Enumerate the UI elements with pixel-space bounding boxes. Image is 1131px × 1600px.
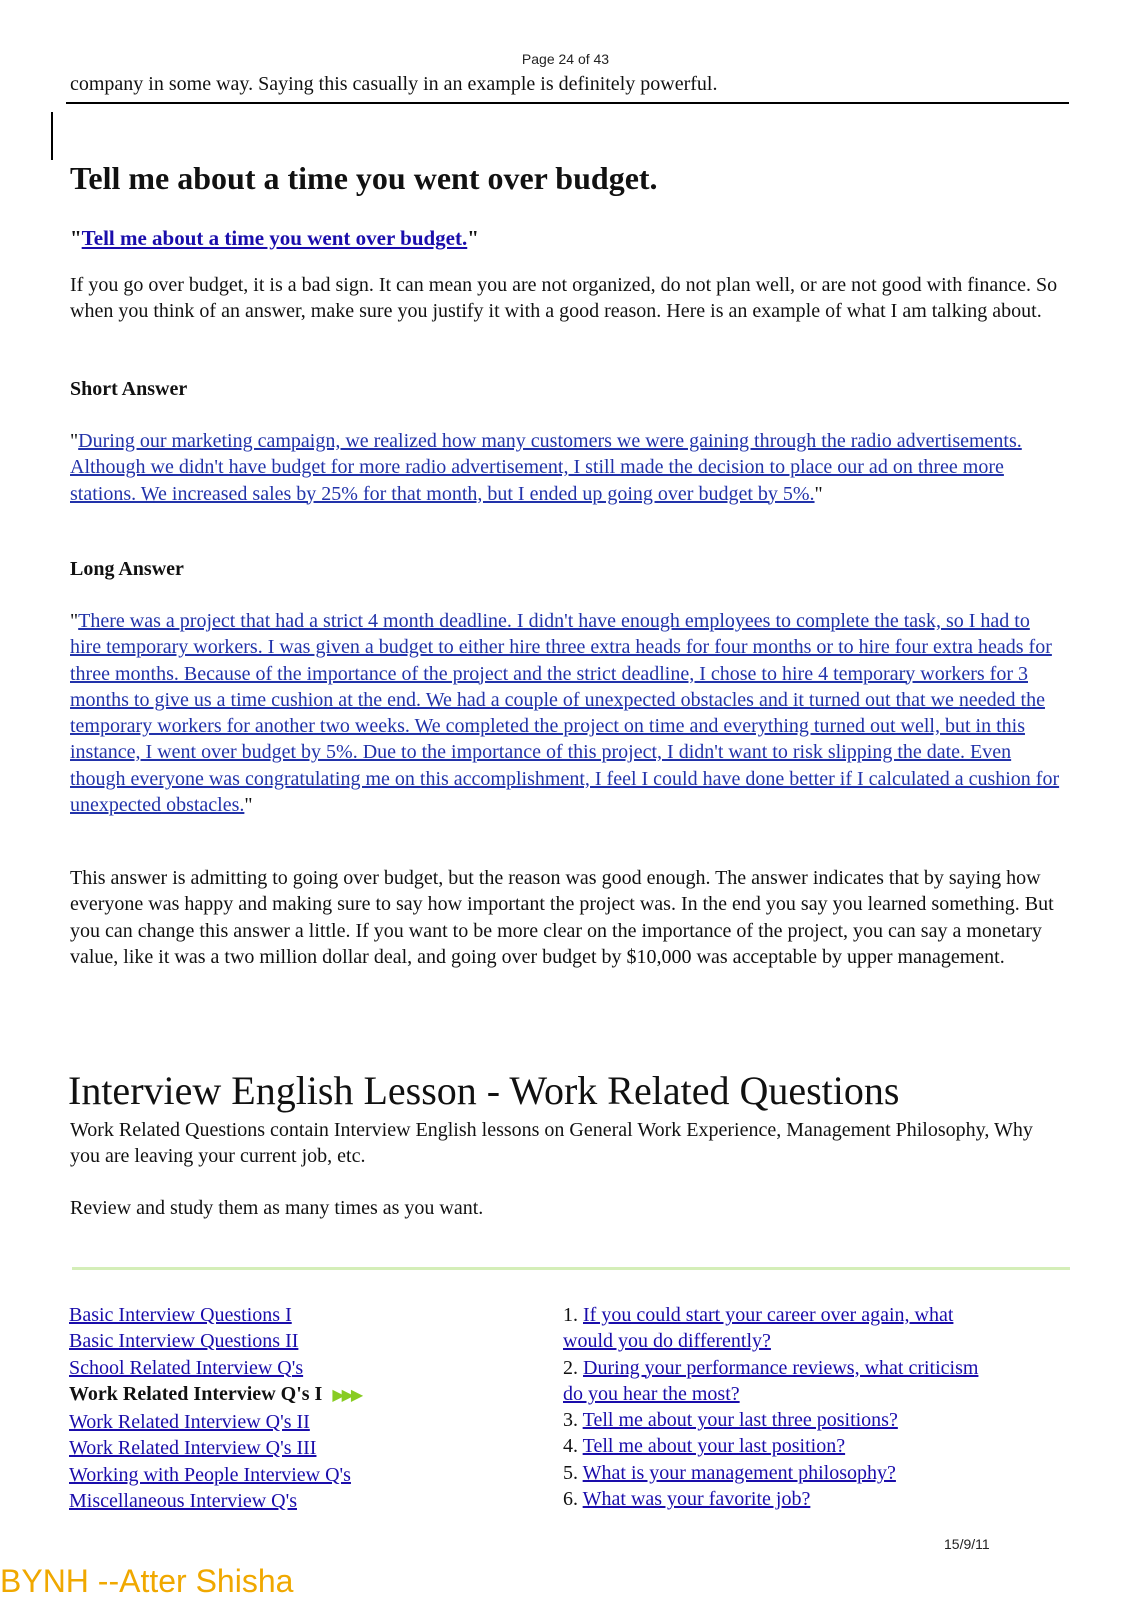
nav-link-school[interactable]: School Related Interview Q's [69,1356,304,1379]
long-answer-label: Long Answer [70,558,184,580]
question-link-4[interactable]: Tell me about your last position? [582,1435,846,1458]
lesson-intro: Work Related Questions contain Interview English lessons on General Work Experience, Management Philosophy, Why you are leaving your current job, etc. [70,1119,1033,1168]
print-date: 15/9/11 [944,1536,990,1552]
long-answer-quote: "There was a project that had a strict 4 month deadline. I didn't have enough employees to complete the task, so I had to hire temporary workers. I was given a budget to either hire three extra heads for four months or to hire four extra heads for three months. Because of the importance of the project and the strict deadline, I chose to hire 4 temporary workers for 3 months to give us a time cushion at the end. We had a couple of unexpected obstacles and it turned out that we needed the temporary workers for another two weeks. We completed the project on time and everything turned out well, but in this instance, I went over budget by 5%. Due to the importance of this project, I didn't want to risk slipping the date. Even though everyone was congratulating me on this accomplishment, I feel I could have done better if I calculated a cushion for unexpected obstacles." [70,610,1060,817]
nav-link-basic-1[interactable]: Basic Interview Questions I [69,1304,292,1326]
short-answer-quote: "During our marketing campaign, we realized how many customers we were gaining through the radio advertisements. Although we didn't have budget for more radio advertisement, I still made the decision to place our ad on three more stations. We increased sales by 25% for that month, but I ended up going over budget by 5%." [70,430,1022,505]
watermark-text: BYNH --Atter Shisha [0,1563,294,1599]
list-number: 5. [563,1461,578,1484]
lesson-nav [69,1302,360,1514]
header-rule [66,102,1069,104]
short-answer-link[interactable]: During our marketing campaign, we realized how many customers we were gaining through the radio advertisements. Although we didn't have budget for more radio advertisement, I still made the decision to place our ad on three more stations. We increased sales by 25% for that month, but I ended up going over budget by 5%. [70,430,1022,505]
current-arrow-icon: ▶▶▶ [332,1386,361,1404]
question-link-2a[interactable]: During your performance reviews, what criticism [583,1356,979,1379]
text-cursor [51,112,53,160]
question-link-2b[interactable]: do you hear the most? [563,1382,740,1405]
nav-link-work-2[interactable]: Work Related Interview Q's II [69,1411,310,1434]
question-link-1b[interactable]: would you do differently? [563,1330,771,1353]
question-link-6[interactable]: What was your favorite job? [582,1488,811,1511]
nav-divider [72,1267,1070,1270]
long-answer-link[interactable]: There was a project that had a strict 4 month deadline. I didn't have enough employees to complete the task, so I had to hire temporary workers. I was given a budget to either hire three extra heads for four months or to hire four extra heads for three months. Because of the importance of the project and the strict deadline, I chose to hire 4 temporary workers for 3 months to give us a time cushion at the end. We had a couple of unexpected obstacles and it turned out that we needed the temporary workers for another two weeks. We completed the project on time and everything turned out well, but in this instance, I went over budget by 5%. Due to the importance of this project, I didn't want to risk slipping the date. Even though everyone was congratulating me on this accomplishment, I feel I could have done better if I calculated a cushion for unexpected obstacles. [70,610,1060,817]
nav-current-work-1: Work Related Interview Q's I [69,1382,323,1405]
question-link-3[interactable]: Tell me about your last three positions? [582,1409,898,1432]
intro-paragraph: If you go over budget, it is a bad sign. It can mean you are not organized, do not plan well, or are not good with finance. So when you think of an answer, make sure you justify it with a good reason. Here is an example of what I am talking about. [70,274,1058,323]
list-number: 6. [563,1488,578,1511]
nav-link-misc[interactable]: Miscellaneous Interview Q's [69,1490,297,1513]
question-heading: Tell me about a time you went over budget. [70,160,658,196]
carried-over-text: company in some way. Saying this casually in an example is definitely powerful. [70,73,718,95]
question-link-1a[interactable]: If you could start your career over again, what [583,1304,954,1326]
nav-link-working-with-people[interactable]: Working with People Interview Q's [69,1463,351,1486]
question-list [563,1302,1063,1512]
analysis-paragraph: This answer is admitting to going over budget, but the reason was good enough. The answer indicates that by saying how everyone was happy and making sure to say how important the project was. In the end you say you learned something. But you can change this answer a little. If you want to be more clear on the importance of the project, you can say a monetary value, like it was a two million dollar deal, and going over budget by $10,000 was acceptable by upper management. [70,867,1054,968]
list-number: 2. [563,1356,578,1379]
list-number: 3. [563,1409,578,1432]
question-quote: "Tell me about a time you went over budget." [70,226,479,250]
lesson-review: Review and study them as many times as you want. [70,1197,484,1219]
list-number: 1. [563,1304,578,1326]
question-link[interactable]: Tell me about a time you went over budget. [81,226,468,250]
list-number: 4. [563,1435,578,1458]
short-answer-label: Short Answer [70,378,188,400]
page-number: Page 24 of 43 [521,51,610,67]
nav-link-work-3[interactable]: Work Related Interview Q's III [69,1437,317,1460]
question-link-5[interactable]: What is your management philosophy? [582,1461,896,1484]
lesson-heading: Interview English Lesson - Work Related Questions [68,1068,900,1113]
nav-link-basic-2[interactable]: Basic Interview Questions II [69,1330,299,1353]
